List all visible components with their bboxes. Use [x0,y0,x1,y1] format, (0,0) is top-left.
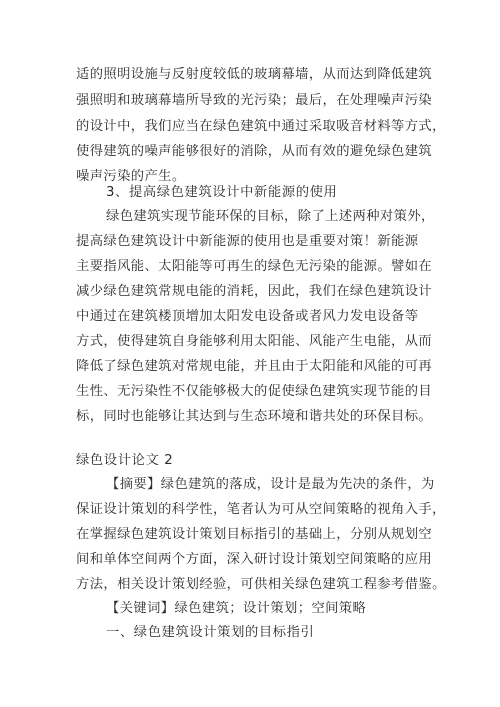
text-line: 的设计中，我们应当在绿色建筑中通过采取吸音材料等方式， [76,119,446,134]
text-line: 降低了绿色建筑对常规电能，并且由于太阳能和风能的可再 [76,359,433,374]
text-line: 方式，使得建筑自身能够利用太阳能、风能产生电能，从而 [76,334,433,349]
text-line: 生性、无污染性不仅能够极大的促使绿色建筑实现节能的目 [76,384,433,399]
text-line: 使得建筑的噪声能够很好的消除，从而有效的避免绿色建筑 [76,144,433,159]
text-line: 主要指风能、太阳能等可再生的绿色无污染的能源。譬如在 [76,259,433,274]
article-title: 绿色设计论文 2 [76,453,174,468]
abstract-line: 间和单体空间两个方面，深入研讨设计策划空间策略的应用 [76,552,433,567]
abstract-line: 保证设计策划的科学性，笔者认为可从空间策略的视角入手， [76,502,446,517]
text-line: 减少绿色建筑常规电能的消耗，因此，我们在绿色建筑设计 [76,284,433,299]
text-line: 强照明和玻璃幕墙所导致的光污染；最后，在处理噪声污染 [76,93,433,108]
abstract-line: 方法，相关设计策划经验，可供相关绿色建筑工程参考借鉴。 [76,577,446,592]
text-line: 中通过在建筑楼顶增加太阳发电设备或者风力发电设备等 [76,309,419,324]
section-heading: 一、绿色建筑设计策划的目标指引 [106,625,315,640]
abstract-line: 在掌握绿色建筑设计策划目标指引的基础上，分别从规划空 [76,527,433,542]
text-line: 标，同时也能够让其达到与生态环境和谐共处的环保目标。 [76,409,433,424]
abstract-line: 【摘要】绿色建筑的落成，设计是最为先决的条件，为 [106,477,435,492]
section-heading: 3、提高绿色建筑设计中新能源的使用 [106,185,338,200]
keywords-line: 【关键词】绿色建筑；设计策划；空间策略 [106,601,367,616]
text-line: 适的照明设施与反射度较低的玻璃幕墙，从而达到降低建筑 [76,67,433,82]
text-line: 噪声污染的产生。 [76,169,186,184]
text-line: 提高绿色建筑设计中新能源的使用也是重要对策！新能源 [76,234,419,249]
text-line: 绿色建筑实现节能环保的目标，除了上述两种对策外， [106,209,435,224]
